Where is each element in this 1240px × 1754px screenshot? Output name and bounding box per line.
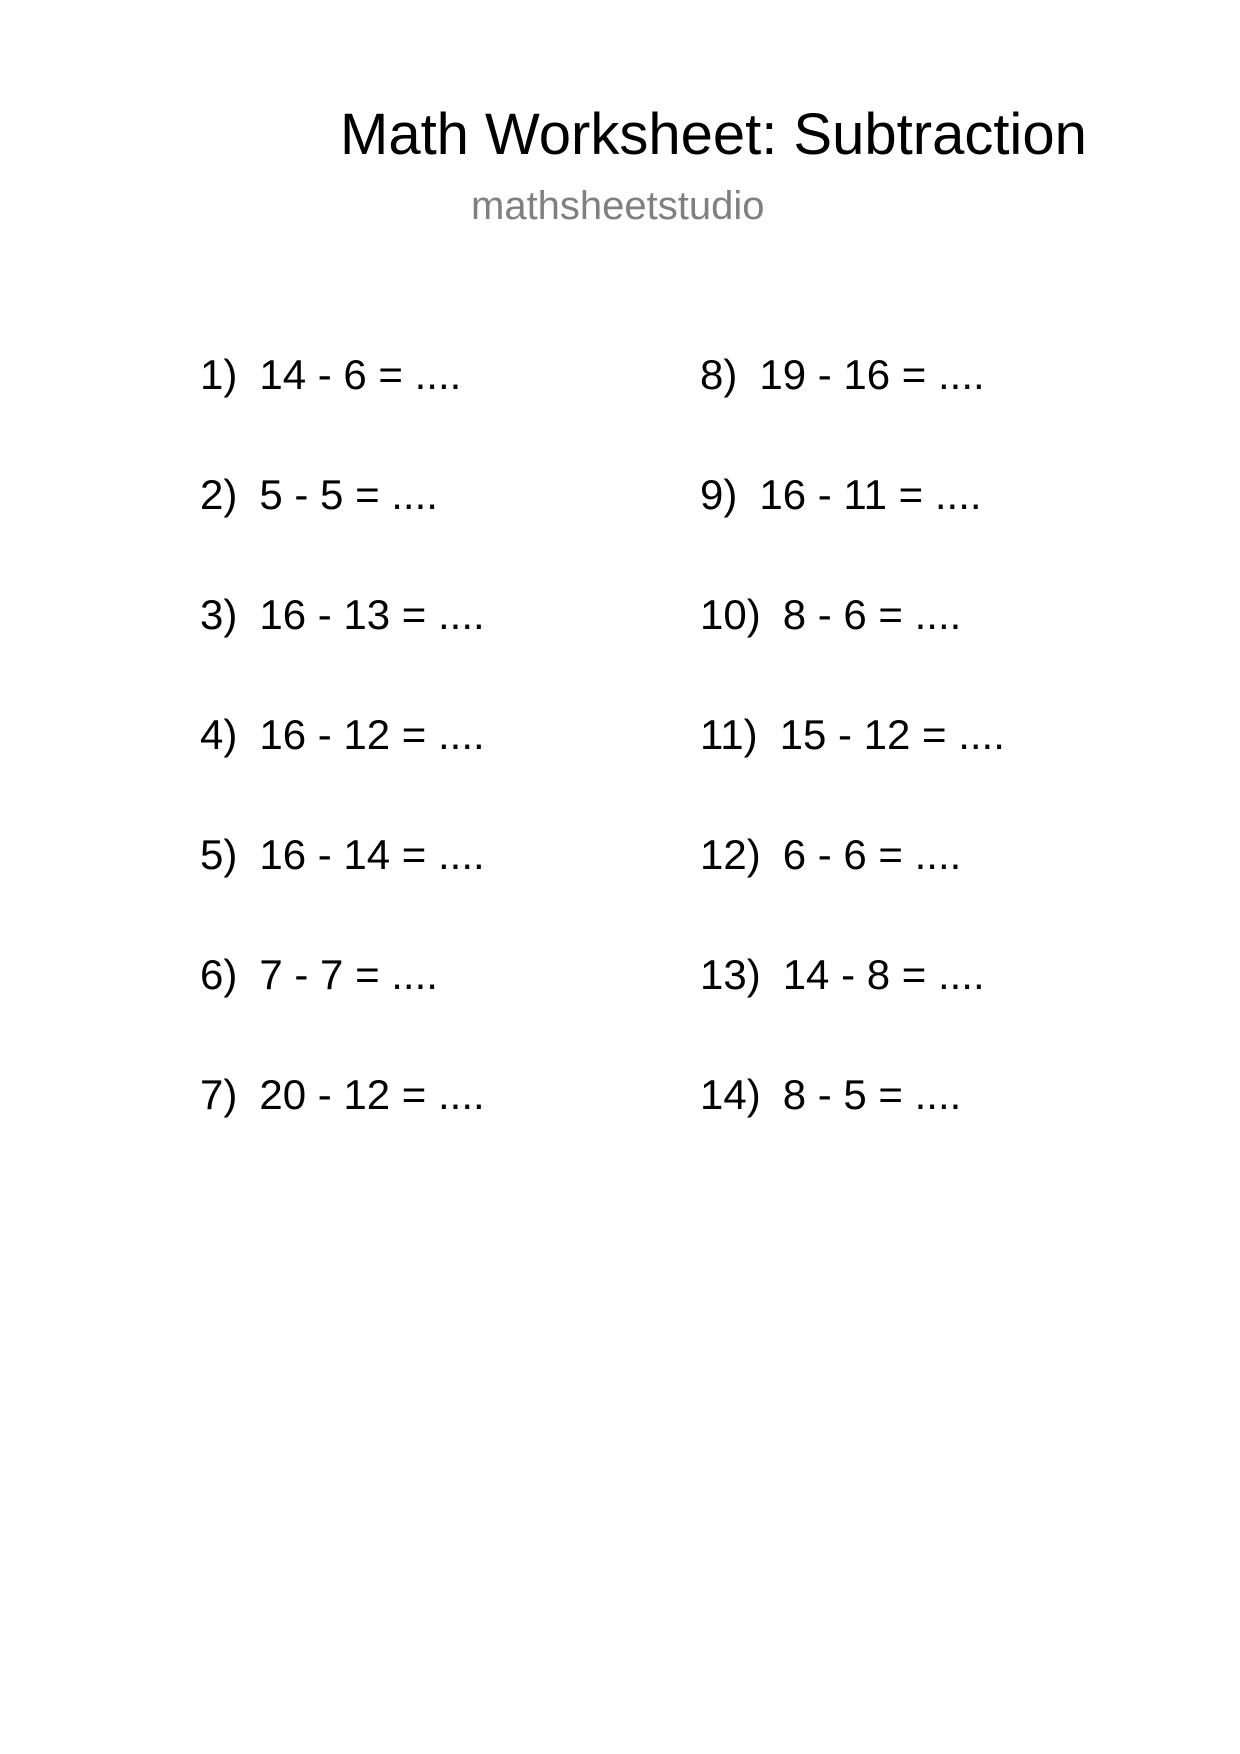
worksheet-title: Math Worksheet: Subtraction [340,102,1087,167]
publisher-name: mathsheetstudio [471,184,765,228]
problem-item [700,830,1180,950]
problem-expression: 14 - 8 = .... [782,951,985,998]
problem-number: 13) [700,951,761,998]
problem-item [700,590,1180,710]
problem-expression: 16 - 11 = .... [759,471,982,518]
problem-expression: 8 - 6 = .... [782,591,962,638]
problem-item [700,950,1180,1070]
problem-expression: 6 - 6 = .... [782,831,962,878]
problem-number: 14) [700,1071,761,1118]
problem-number: 5) [200,831,238,878]
problem-column-left [200,350,680,1190]
problem-item [200,950,680,1070]
problem-number: 3) [200,591,238,638]
problem-expression: 19 - 16 = .... [759,351,985,398]
problem-item [700,470,1180,590]
problem-expression: 15 - 12 = .... [779,711,1005,758]
problem-number: 7) [200,1071,238,1118]
problem-number: 1) [200,351,238,398]
problem-number: 9) [700,471,738,518]
problem-item [700,1070,1180,1190]
problem-expression: 5 - 5 = .... [259,471,438,518]
problem-item [200,710,680,830]
problem-number: 10) [700,591,761,638]
problem-item [700,350,1180,470]
problem-expression: 7 - 7 = .... [259,951,438,998]
problem-number: 6) [200,951,238,998]
problem-expression: 14 - 6 = .... [259,351,462,398]
problem-item [200,470,680,590]
problem-expression: 16 - 14 = .... [259,831,485,878]
problem-item [200,350,680,470]
problem-item [200,590,680,710]
problem-item [200,1070,680,1190]
problem-number: 12) [700,831,761,878]
problem-expression: 16 - 13 = .... [259,591,485,638]
problem-item [700,710,1180,830]
problem-expression: 8 - 5 = .... [782,1071,962,1118]
problem-item [200,830,680,950]
problem-number: 2) [200,471,238,518]
problem-expression: 20 - 12 = .... [259,1071,485,1118]
problem-number: 8) [700,351,738,398]
problem-number: 4) [200,711,238,758]
problem-expression: 16 - 12 = .... [259,711,485,758]
problem-number: 11) [700,711,758,758]
problem-column-right [700,350,1180,1190]
